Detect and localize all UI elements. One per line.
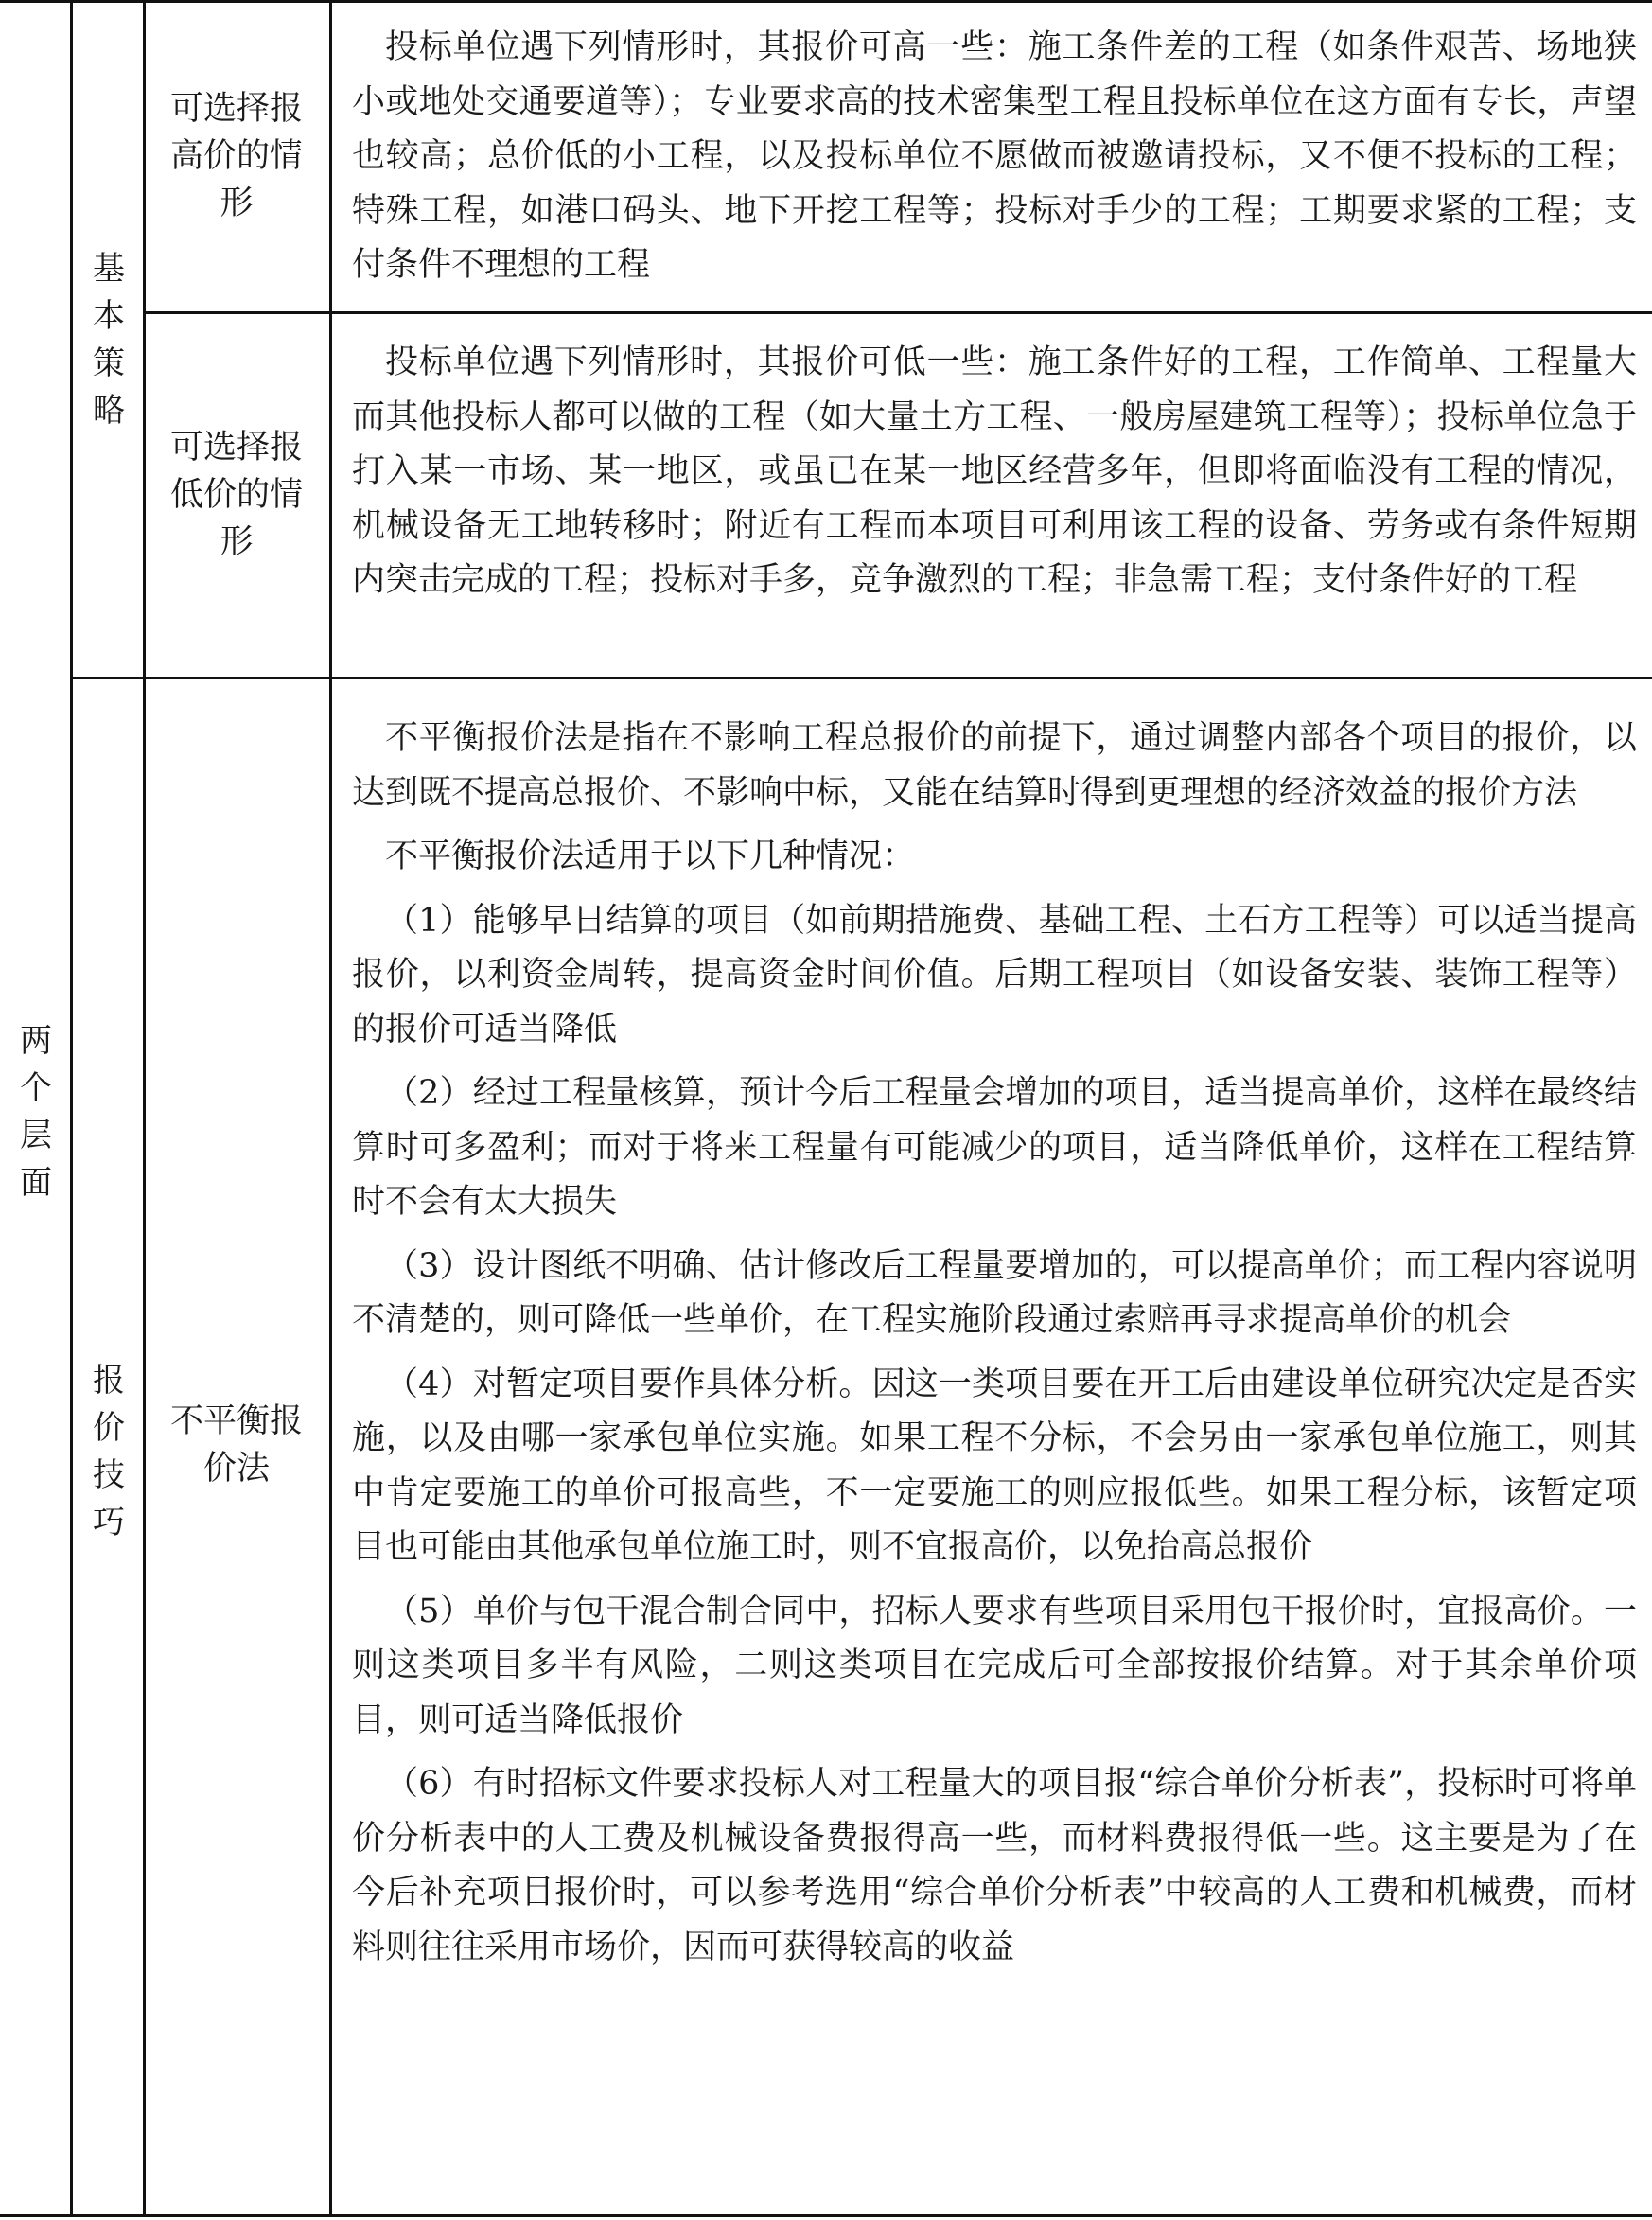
- high-price-case-label: 可选择报高价的情形: [170, 90, 304, 222]
- row-divider-1: [143, 311, 1652, 314]
- paragraph: 不平衡报价法适用于以下几种情况：: [385, 837, 916, 875]
- row-divider-2: [70, 677, 1652, 679]
- unbalanced-bid-text: [352, 712, 1637, 1975]
- basic-strategy-label: 基本策略: [93, 250, 125, 430]
- paragraph: （1）能够早日结算的项目（如前期措施费、基础工程、土石方工程等）可以适当提高报价，以利资金周转，提高资金时间价值。后期工程项目（如设备安装、装饰工程等）的报价可适当降低: [352, 901, 1637, 1048]
- low-price-case-label: 可选择报低价的情形: [170, 429, 304, 561]
- table-bottom-border: [0, 2214, 1652, 2217]
- col1-divider: [70, 0, 73, 2217]
- paragraph: （6）有时招标文件要求投标人对工程量大的项目报“综合单价分析表”，投标时可将单价分析表中的人工费及机械设备费报得高一些，而材料费报得低一些。这主要是为了在今后补充项目报价时，可以参考选用“综合单价分析表”中较高的人工费和机械费，而材料则往往采用市场价，因而可获得较高的收益: [352, 1765, 1637, 1966]
- paragraph: （5）单价与包干混合制合同中，招标人要求有些项目采用包干报价时，宜报高价。一则这类项目多半有风险，二则这类项目在完成后可全部按报价结算。对于其余单价项目，则可适当降低报价: [352, 1592, 1637, 1739]
- paragraph: （3）设计图纸不明确、估计修改后工程量要增加的，可以提高单价；而工程内容说明不清楚的，则可降低一些单价，在工程实施阶段通过索赔再寻求提高单价的机会: [352, 1246, 1637, 1339]
- paragraph: 不平衡报价法是指在不影响工程总报价的前提下，通过调整内部各个项目的报价，以达到既不提高总报价、不影响中标，又能在结算时得到更理想的经济效益的报价方法: [352, 719, 1637, 812]
- col3-divider: [329, 0, 332, 2217]
- col2-divider: [143, 0, 146, 2217]
- high-price-case-text: 投标单位遇下列情形时，其报价可高一些：施工条件差的工程（如条件艰苦、场地狭小或地处交通要道等）；专业要求高的技术密集型工程且投标单位在这方面有专长，声望也较高；总价低的小工程，以及投标单位不愿做而被邀请投标，又不便不投标的工程；特殊工程，如港口码头、地下开挖工程等；投标对手少的工程；工期要求紧的工程；支付条件不理想的工程: [352, 28, 1637, 284]
- paragraph: （2）经过工程量核算，预计今后工程量会增加的项目，适当提高单价，这样在最终结算时可多盈利；而对于将来工程量有可能减少的项目，适当降低单价，这样在工程结算时不会有太大损失: [352, 1074, 1637, 1221]
- table-top-border: [0, 0, 1652, 3]
- unbalanced-bid-label: 不平衡报价法: [170, 1402, 304, 1488]
- pricing-skills-label: 报价技巧: [93, 1362, 125, 1542]
- low-price-case-text: 投标单位遇下列情形时，其报价可低一些：施工条件好的工程，工作简单、工程量大而其他投标人都可以做的工程（如大量土方工程、一般房屋建筑工程等）；投标单位急于打入某一市场、某一地区，或虽已在某一地区经营多年，但即将面临没有工程的情况，机械设备无工地转移时；附近有工程而本项目可利用该工程的设备、劳务或有条件短期内突击完成的工程；投标对手多，竞争激烈的工程；非急需工程；支付条件好的工程: [352, 344, 1637, 599]
- two-levels-label: 两个层面: [20, 1022, 52, 1202]
- paragraph: （4）对暂定项目要作具体分析。因这一类项目要在开工后由建设单位研究决定是否实施，以及由哪一家承包单位实施。如果工程不分标，不会另由一家承包单位施工，则其中肯定要施工的单价可报高些，不一定要施工的则应报低些。如果工程分标，该暂定项目也可能由其他承包单位施工时，则不宜报高价，以免抬高总报价: [352, 1365, 1637, 1566]
